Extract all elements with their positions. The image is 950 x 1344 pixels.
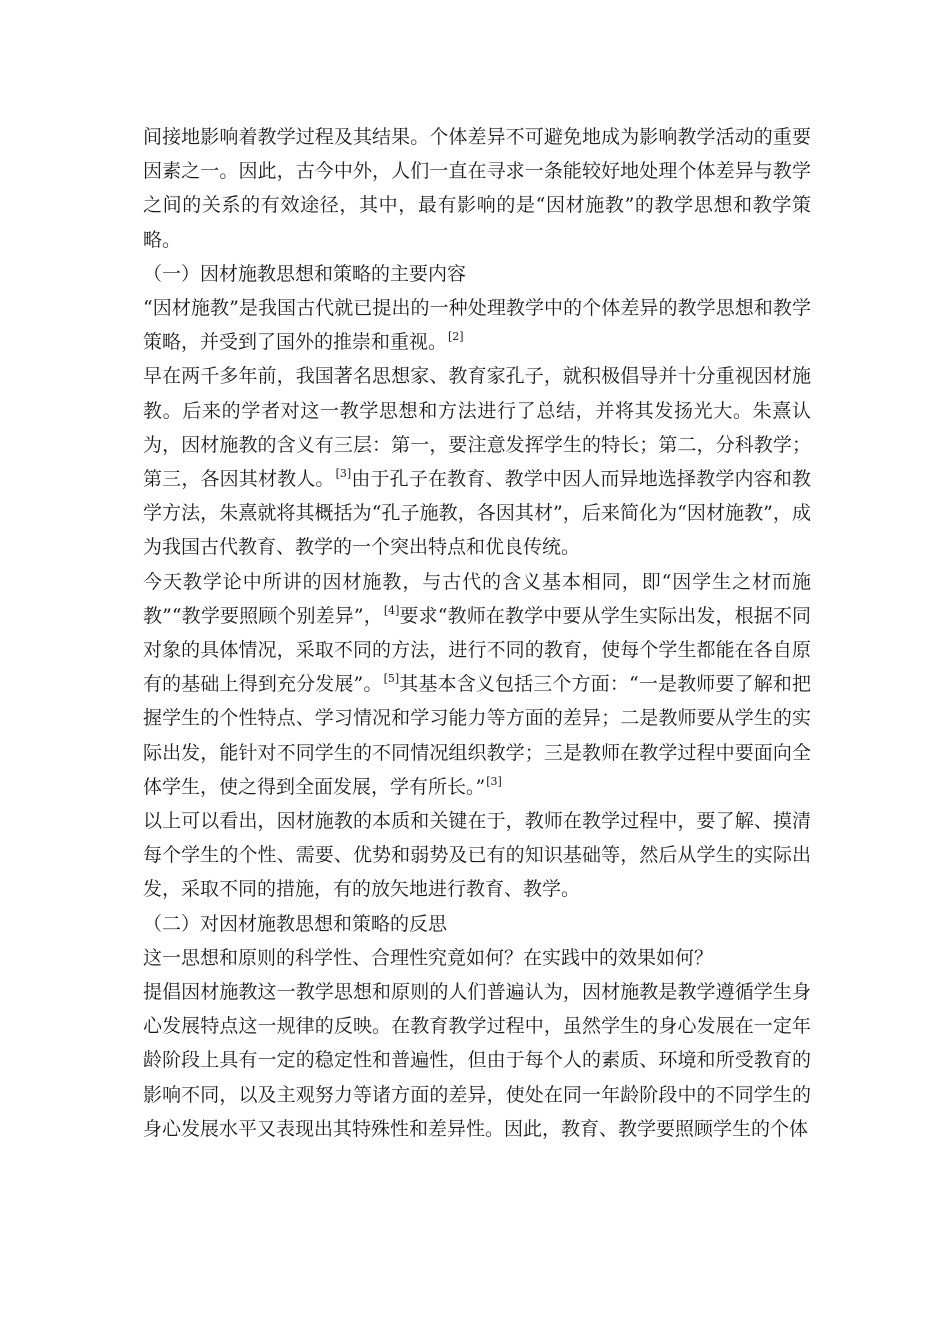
paragraph-essence: 以上可以看出，因材施教的本质和关键在于，教师在教学过程中，要了解、摸清每个学生的个性、需要、优势和弱势及已有的知识基础等，然后从学生的实际出发，采取不同的措施，有的放矢地进行教育、教学。 [143, 810, 811, 901]
citation-ref-4: [4] [383, 603, 400, 617]
paragraph-history-text-a: 早在两千多年前，我国著名思想家、教育家孔子，就积极倡导并十分重视因材施教。后来的学者对这一教学思想和方法进行了总结，并将其发扬光大。朱熹认为，因材施教的含义有三层：第一，要注意发挥学生的特长；第二，分科教学；第三，各因其材教人。 [143, 365, 811, 491]
paragraph-reflection: 提倡因材施教这一教学思想和原则的人们普遍认为，因材施教是教学遵循学生身心发展特点这一规律的反映。在教育教学过程中，虽然学生的身心发展在一定年龄阶段上具有一定的稳定性和普遍性，但由于每个人的素质、环境和所受教育的影响不同，以及主观努力等诸方面的差异，使处在同一年龄阶段中的不同学生的身心发展水平又表现出其特殊性和差异性。因此，教育、教学要照顾学生的个体 [143, 981, 811, 1140]
citation-ref-5: [5] [383, 672, 400, 686]
paragraph-intro: 间接地影响着教学过程及其结果。个体差异不可避免地成为影响教学活动的重要因素之一。因此，古今中外，人们一直在寻求一条能较好地处理个体差异与教学之间的关系的有效途径，其中，最有影响的是“因材施教”的教学思想和教学策略。 [143, 126, 811, 251]
paragraph-modern-text-b: 要求“教师在教学中要从学生实际出发，根据不同对象的具体情况，采取不同的方法，进行不同的教育，使每个学生都能在各自原有的基础上得到充分发展”。 [143, 604, 811, 696]
paragraph-modern-meaning [143, 565, 811, 804]
paragraph-definition [143, 291, 811, 359]
paragraph-history-text-b: 由于孔子在教育、教学中因人而异地选择教学内容和教学方法，朱熹就将其概括为“孔子施教，各因其材”，后来简化为“因材施教”，成为我国古代教育、教学的一个突出特点和优良传统。 [143, 468, 811, 559]
paragraph-definition-text: “因材施教”是我国古代就已提出的一种处理教学中的个体差异的教学思想和教学策略，并受到了国外的推崇和重视。 [143, 297, 811, 354]
citation-ref-3b: [3] [486, 774, 502, 788]
paragraph-modern-text-c: 其基本含义包括三个方面：“一是教师要了解和把握学生的个性特点、学习情况和学习能力等方面的差异；二是教师要从学生的实际出发，能针对不同学生的不同情况组织教学；三是教师在教学过程中要面向全体学生，使之得到全面发展，学有所长。” [143, 673, 811, 798]
section-heading-1: （一）因材施教思想和策略的主要内容 [143, 262, 467, 285]
document-page [143, 120, 811, 1146]
citation-ref-3: [3] [335, 467, 352, 481]
section-heading-2: （二）对因材施教思想和策略的反思 [143, 912, 448, 935]
paragraph-history [143, 359, 811, 564]
citation-ref-2: [2] [448, 330, 464, 344]
paragraph-modern-text-a: 今天教学论中所讲的因材施教，与古代的含义基本相同，即“因学生之材而施教”“教学要照顾个别差异”， [143, 570, 811, 627]
paragraph-question: 这一思想和原则的科学性、合理性究竟如何？在实践中的效果如何？ [143, 946, 714, 969]
